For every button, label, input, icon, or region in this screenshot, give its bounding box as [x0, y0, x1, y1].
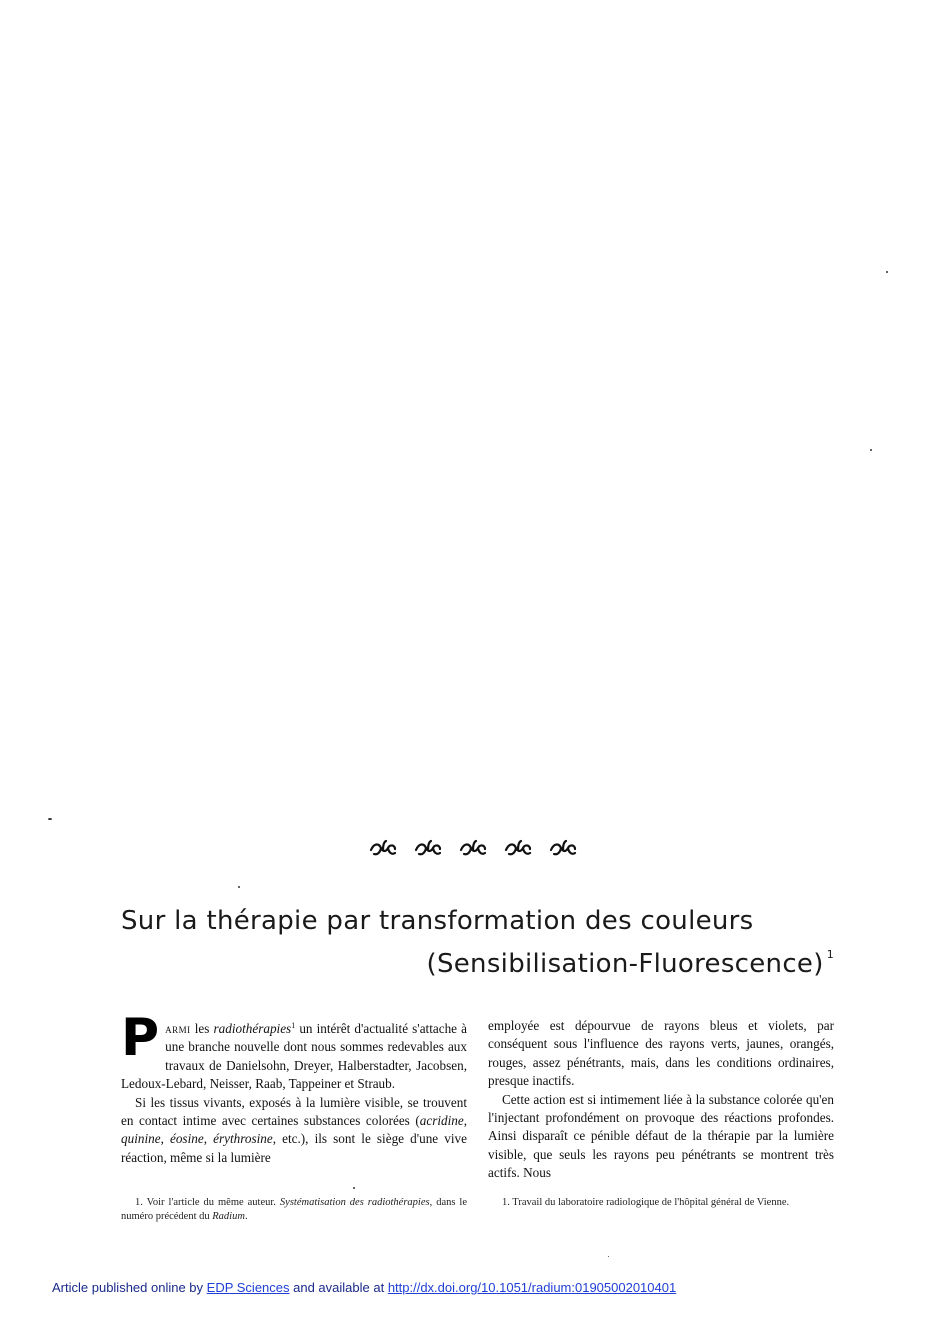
intro-text: un intérêt d'actualité s'attache à une branche nouvelle dont nous sommes redevables aux travaux de Danielsohn, Dreyer, Halberstadter, Jacobsen, Ledoux-Lebard, Neisser, Raab, Tappeiner et Straub.: [121, 1021, 467, 1092]
footnote-text: 1. Travail du laboratoire radiologique de l'hôpital général de Vienne.: [502, 1197, 790, 1208]
intro-paragraph: [121, 1008, 467, 1094]
fleuron-icon: [413, 839, 443, 859]
scan-speck: [608, 1256, 609, 1257]
footnote-left: [121, 1196, 467, 1224]
title-note-mark: 1: [826, 948, 834, 961]
body-text: , etc.), ils sont le siège d'une vive réaction, même si la lumière: [121, 1131, 467, 1165]
footnote-ref: 1: [291, 1021, 296, 1030]
article-title: Sur la thérapie par transformation des couleurs: [121, 906, 754, 936]
footnote-text: .: [244, 1211, 248, 1222]
subtitle-text: (Sensibilisation-Fluorescence): [426, 949, 824, 979]
banner-text: and available at: [289, 1280, 388, 1295]
scan-speck: [353, 1187, 355, 1189]
substance-term: quinine: [121, 1131, 161, 1147]
banner-text: Article published online by: [52, 1280, 207, 1295]
fleuron-icon: [503, 839, 533, 859]
scan-speck: [238, 886, 240, 888]
separator: ,: [160, 1131, 170, 1147]
fleuron-icon: [548, 839, 578, 859]
publisher-banner: [52, 1280, 676, 1295]
right-column: [488, 1017, 834, 1183]
drop-cap: P: [121, 1008, 160, 1068]
footnote-article-title: Systématisation des radiothérapies: [279, 1197, 430, 1208]
body-paragraph: employée est dépourvue de rayons bleus et violets, par conséquent sous l'influence des rayons verts, jaunes, orangés, rouges, assez pénétrants, mais, dans les conditions ordinaires, presque inactifs.: [488, 1018, 834, 1089]
intro-text: les: [190, 1021, 214, 1036]
substance-term: érythrosine: [213, 1131, 273, 1147]
body-text: Si les tissus vivants, exposés à la lumière visible, se trouvent en contact intime avec certaines substances colorées (: [121, 1094, 467, 1129]
body-paragraph: Cette action est si intimement liée à la substance colorée qu'en l'injectant profondément on provoque des réactions profondes. Ainsi disparaît ce pénible défaut de la thérapie par la lumière visible, que seuls les rayons peu pénétrants se montrent très actifs. Nous: [488, 1091, 834, 1181]
article-subtitle: [427, 948, 834, 979]
separator: ,: [203, 1131, 214, 1147]
doi-link[interactable]: http://dx.doi.org/10.1051/radium:01905002010401: [387, 1280, 677, 1295]
body-paragraph: [121, 1094, 467, 1168]
footnote-right: [488, 1196, 834, 1210]
fleuron-icon: [368, 839, 398, 859]
scan-speck: [886, 271, 888, 273]
scan-speck: [48, 818, 52, 820]
intro-smallcaps: armi: [165, 1021, 191, 1036]
footnote-text: 1. Voir l'article du même auteur.: [135, 1197, 280, 1208]
substance-term: éosine: [169, 1131, 204, 1147]
radiotherapies-term: radiothérapies: [213, 1021, 292, 1036]
substance-term: acridine: [419, 1113, 464, 1129]
footnote-journal: Radium: [212, 1211, 245, 1222]
scan-speck: [870, 449, 872, 451]
publisher-link[interactable]: EDP Sciences: [206, 1280, 290, 1295]
left-column: [121, 1008, 467, 1167]
ornament-row: [368, 837, 578, 861]
separator: ,: [463, 1113, 467, 1129]
fleuron-icon: [458, 839, 488, 859]
footnote-text: , dans le numéro précédent du: [121, 1197, 467, 1222]
